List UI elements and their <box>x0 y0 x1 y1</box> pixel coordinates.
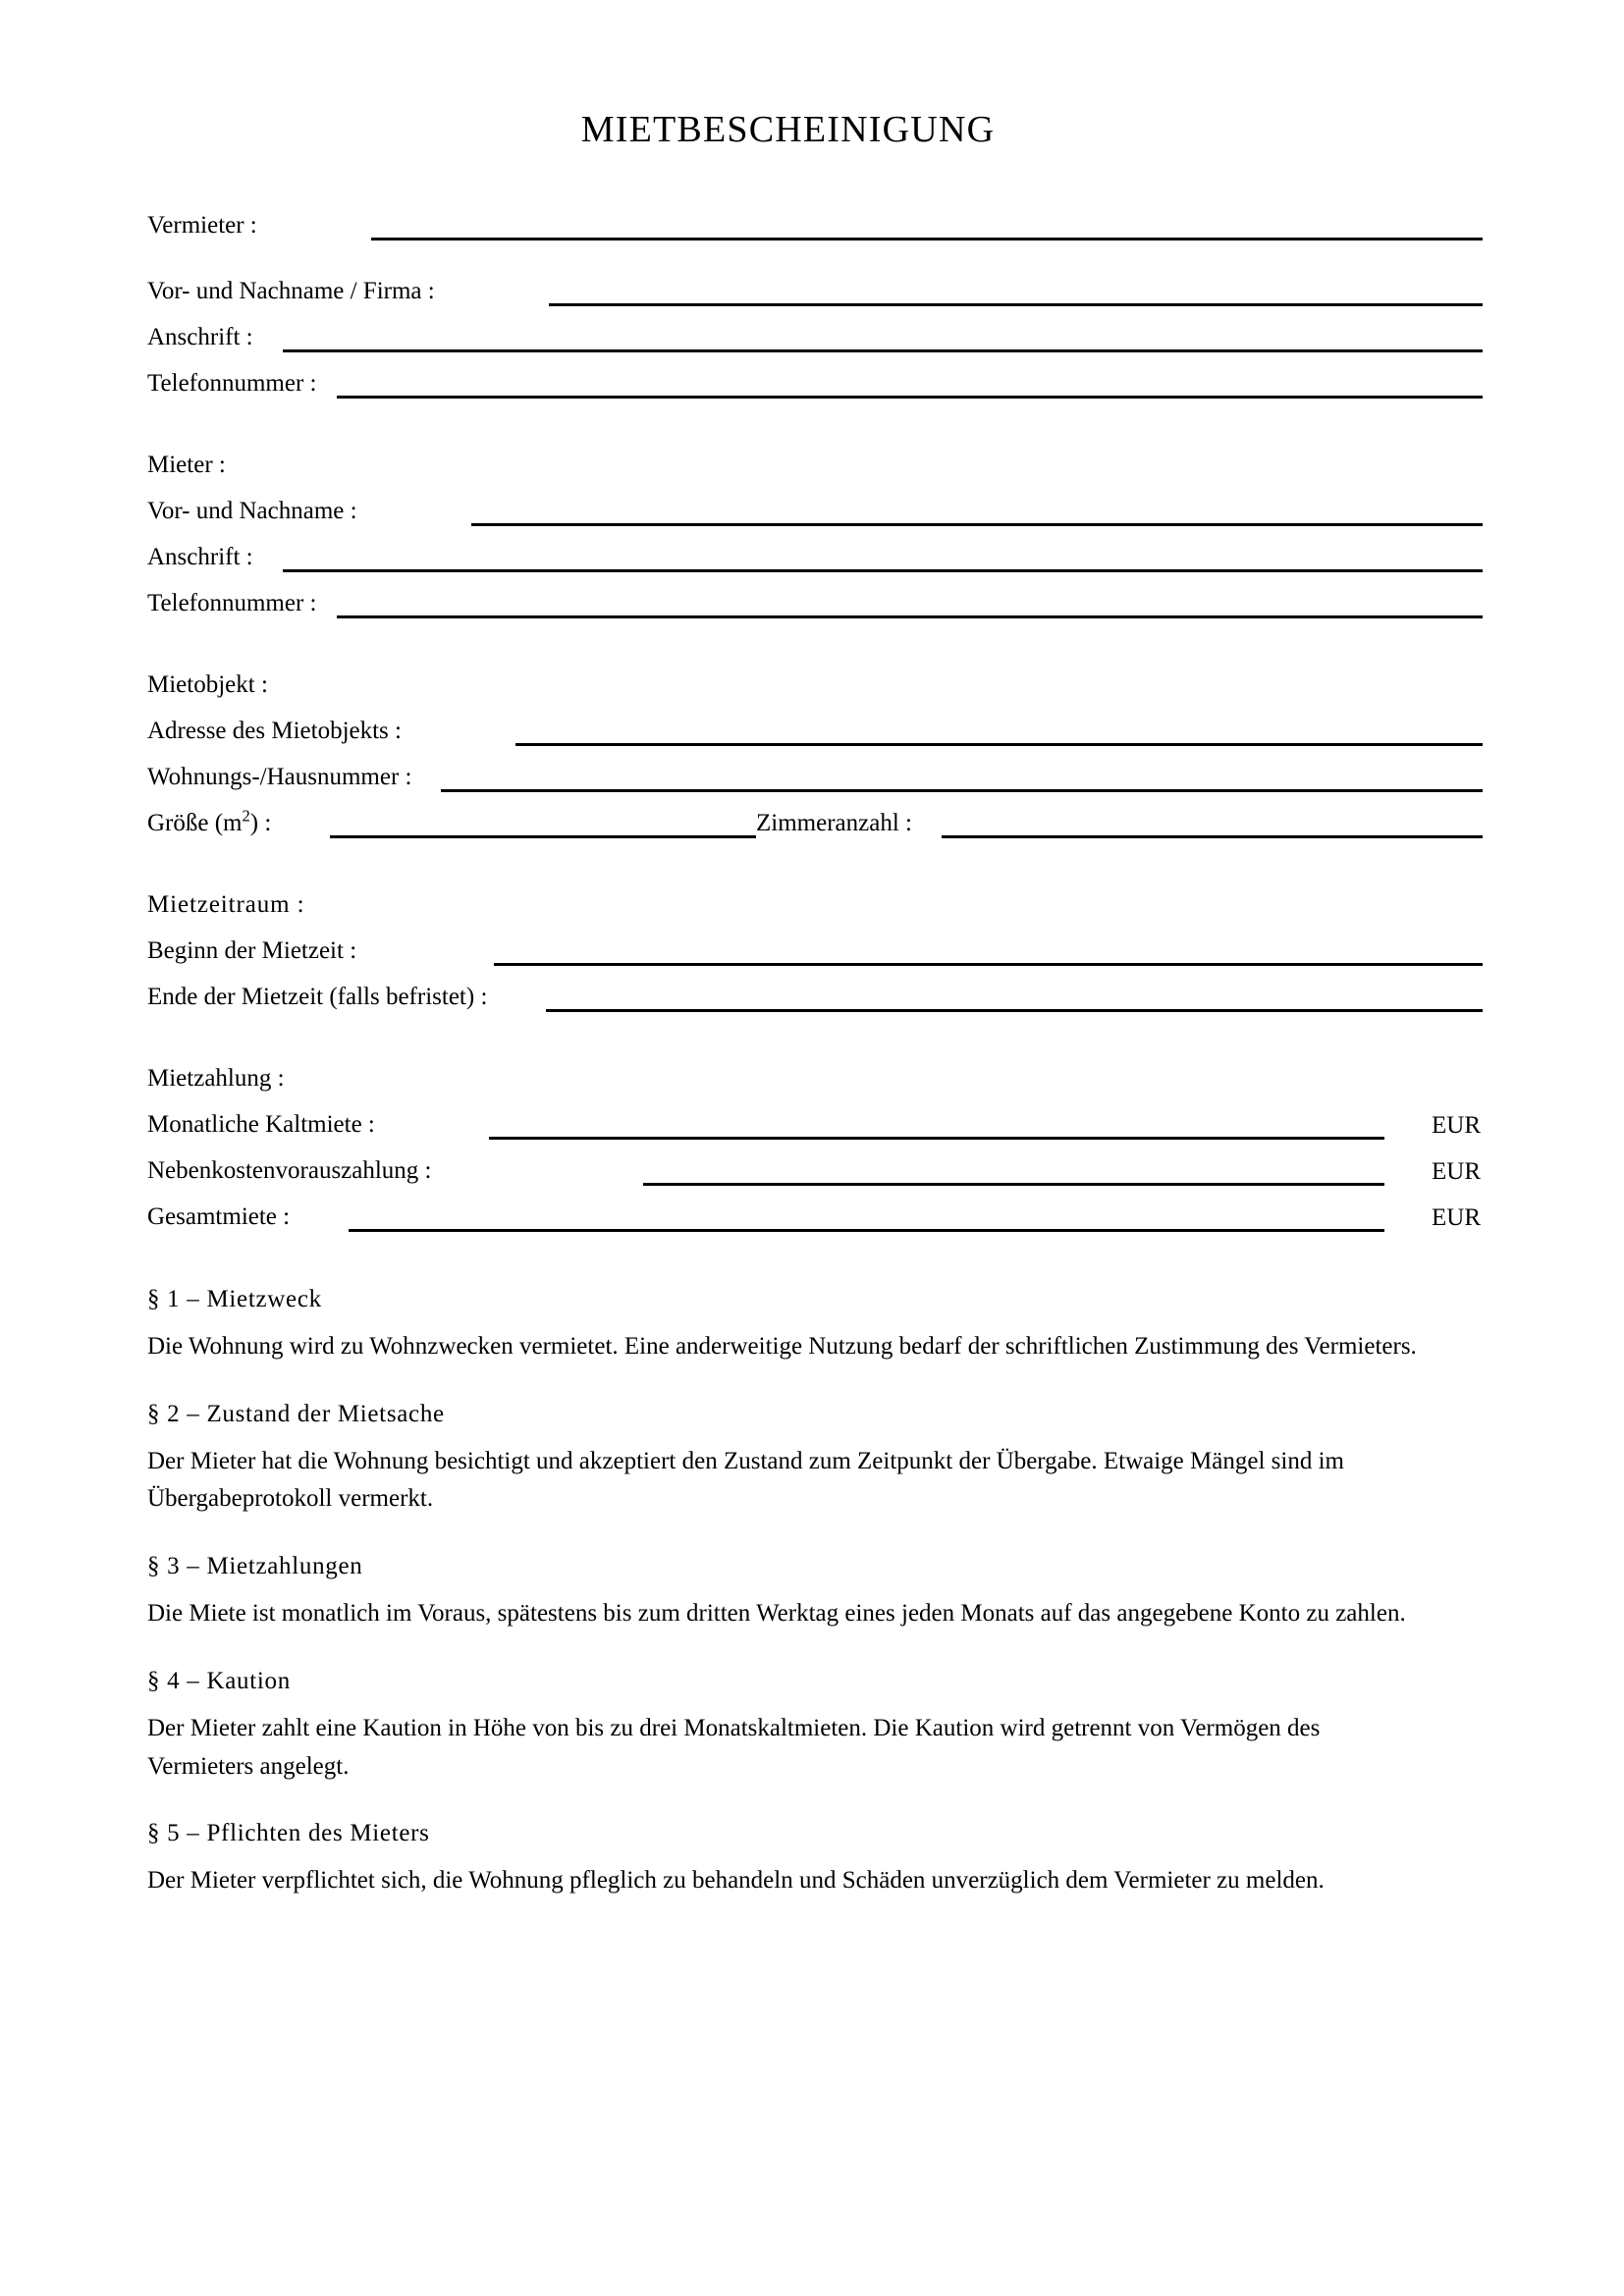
mieter-name-label: Vor- und Nachname : <box>147 498 357 525</box>
clause-title: § 1 – Mietzweck <box>147 1285 322 1312</box>
mietzeitraum-heading: Mietzeitraum : <box>147 891 305 919</box>
mietzeitraum-end-row <box>147 968 1483 1014</box>
section-vermieter <box>147 196 1483 400</box>
section-mietobjekt <box>147 656 1483 840</box>
clause-item <box>147 1819 1483 1900</box>
clause-item <box>147 1667 1483 1787</box>
clause-body: Der Mieter zahlt eine Kaution in Höhe von bis zu drei Monatskaltmieten. Die Kaution wird getrennt von Vermögen des Vermieters angelegt. <box>147 1714 1321 1780</box>
section-mietzahlung <box>147 1049 1483 1234</box>
mietobjekt-address-field[interactable] <box>515 743 1483 746</box>
document-content <box>147 0 1483 1900</box>
clause-body: Der Mieter verpflichtet sich, die Wohnung pfleglich zu behandeln und Schäden unverzüglich dem Vermieter zu melden. <box>147 1867 1325 1895</box>
mietzahlung-cold-rent-row <box>147 1095 1483 1142</box>
mieter-address-field[interactable] <box>283 569 1483 572</box>
mietobjekt-size-group <box>147 806 756 840</box>
mietobjekt-rooms-field[interactable] <box>942 835 1483 838</box>
clause-title: § 2 – Zustand der Mietsache <box>147 1400 445 1427</box>
mietobjekt-heading: Mietobjekt : <box>147 671 268 699</box>
section-mietzeitraum <box>147 876 1483 1014</box>
vermieter-heading-row <box>147 196 1483 242</box>
clause-list <box>147 1285 1483 1900</box>
mietzahlung-utilities-row <box>147 1142 1483 1188</box>
clause-item <box>147 1285 1483 1366</box>
vermieter-heading-field[interactable] <box>371 238 1483 240</box>
clause-item <box>147 1400 1483 1520</box>
mietzahlung-total-row <box>147 1188 1483 1234</box>
vermieter-address-row <box>147 308 1483 354</box>
mieter-heading: Mieter : <box>147 452 226 479</box>
vermieter-name-row <box>147 262 1483 308</box>
mietzahlung-total-field[interactable] <box>349 1229 1384 1232</box>
vermieter-phone-label: Telefonnummer : <box>147 370 317 398</box>
mietzeitraum-end-field[interactable] <box>546 1009 1483 1012</box>
mieter-phone-row <box>147 574 1483 620</box>
mietobjekt-unit-label: Wohnungs-/Hausnummer : <box>147 764 412 791</box>
mieter-name-field[interactable] <box>471 523 1483 526</box>
clause-body: Die Wohnung wird zu Wohnzwecken vermietet. Eine anderweitige Nutzung bedarf der schriftlichen Zustimmung des Vermieters. <box>147 1332 1417 1360</box>
mietzahlung-utilities-currency: EUR <box>1432 1157 1481 1185</box>
spacer <box>147 242 1483 262</box>
section-mieter <box>147 436 1483 620</box>
mietzahlung-utilities-field[interactable] <box>643 1183 1384 1186</box>
vermieter-name-label: Vor- und Nachname / Firma : <box>147 278 435 305</box>
mieter-address-label: Anschrift : <box>147 544 253 571</box>
mietobjekt-address-label: Adresse des Mietobjekts : <box>147 718 402 745</box>
clause-item <box>147 1552 1483 1633</box>
vermieter-address-field[interactable] <box>283 349 1483 352</box>
mietobjekt-unit-row <box>147 748 1483 794</box>
spacer <box>147 151 1483 196</box>
mietzahlung-utilities-label: Nebenkostenvorauszahlung : <box>147 1157 432 1185</box>
vermieter-name-field[interactable] <box>549 303 1483 306</box>
mietzeitraum-start-field[interactable] <box>494 963 1483 966</box>
mietobjekt-heading-row <box>147 656 1483 702</box>
page-title: MIETBESCHEINIGUNG <box>580 109 996 150</box>
spacer <box>147 1014 1483 1049</box>
mietobjekt-unit-field[interactable] <box>441 789 1483 792</box>
spacer <box>147 620 1483 656</box>
clause-body: Die Miete ist monatlich im Voraus, spätestens bis zum dritten Werktag eines jeden Monats auf das angegebene Konto zu zahlen. <box>147 1600 1406 1628</box>
mietobjekt-rooms-label: Zimmeranzahl : <box>756 810 912 837</box>
mieter-phone-label: Telefonnummer : <box>147 590 317 617</box>
mietzahlung-cold-rent-label: Monatliche Kaltmiete : <box>147 1111 375 1139</box>
mieter-heading-row <box>147 436 1483 482</box>
spacer <box>147 400 1483 436</box>
clause-title: § 4 – Kaution <box>147 1667 291 1694</box>
mietzahlung-heading-row <box>147 1049 1483 1095</box>
mietzahlung-cold-rent-field[interactable] <box>489 1137 1384 1140</box>
vermieter-address-label: Anschrift : <box>147 324 253 351</box>
mietzahlung-total-currency: EUR <box>1432 1203 1481 1231</box>
mietzeitraum-end-label: Ende der Mietzeit (falls befristet) : <box>147 984 488 1011</box>
mietobjekt-rooms-group <box>756 810 1483 840</box>
mieter-phone-field[interactable] <box>337 615 1484 618</box>
mietzeitraum-start-label: Beginn der Mietzeit : <box>147 937 357 965</box>
mietzahlung-heading: Mietzahlung : <box>147 1065 285 1093</box>
mietzahlung-cold-rent-currency: EUR <box>1432 1111 1481 1139</box>
vermieter-phone-row <box>147 354 1483 400</box>
clause-title: § 3 – Mietzahlungen <box>147 1553 363 1580</box>
mietzeitraum-start-row <box>147 922 1483 968</box>
mietobjekt-size-field[interactable] <box>330 835 756 838</box>
mieter-name-row <box>147 482 1483 528</box>
vermieter-phone-field[interactable] <box>337 396 1484 399</box>
mietzahlung-total-label: Gesamtmiete : <box>147 1203 291 1231</box>
vermieter-heading: Vermieter : <box>147 212 257 240</box>
mieter-address-row <box>147 528 1483 574</box>
spacer <box>147 840 1483 876</box>
mietobjekt-size-label: Größe $(m^2)$ : <box>147 806 272 837</box>
mietzeitraum-heading-row <box>147 876 1483 922</box>
clause-title: § 5 – Pflichten des Mieters <box>147 1820 430 1847</box>
mietobjekt-address-row <box>147 702 1483 748</box>
mietobjekt-size-rooms-row <box>147 794 1483 840</box>
clause-body: Der Mieter hat die Wohnung besichtigt und akzeptiert den Zustand zum Zeitpunkt der Übergabe. Etwaige Mängel sind im Übergabeprotokoll vermerkt. <box>147 1447 1344 1513</box>
